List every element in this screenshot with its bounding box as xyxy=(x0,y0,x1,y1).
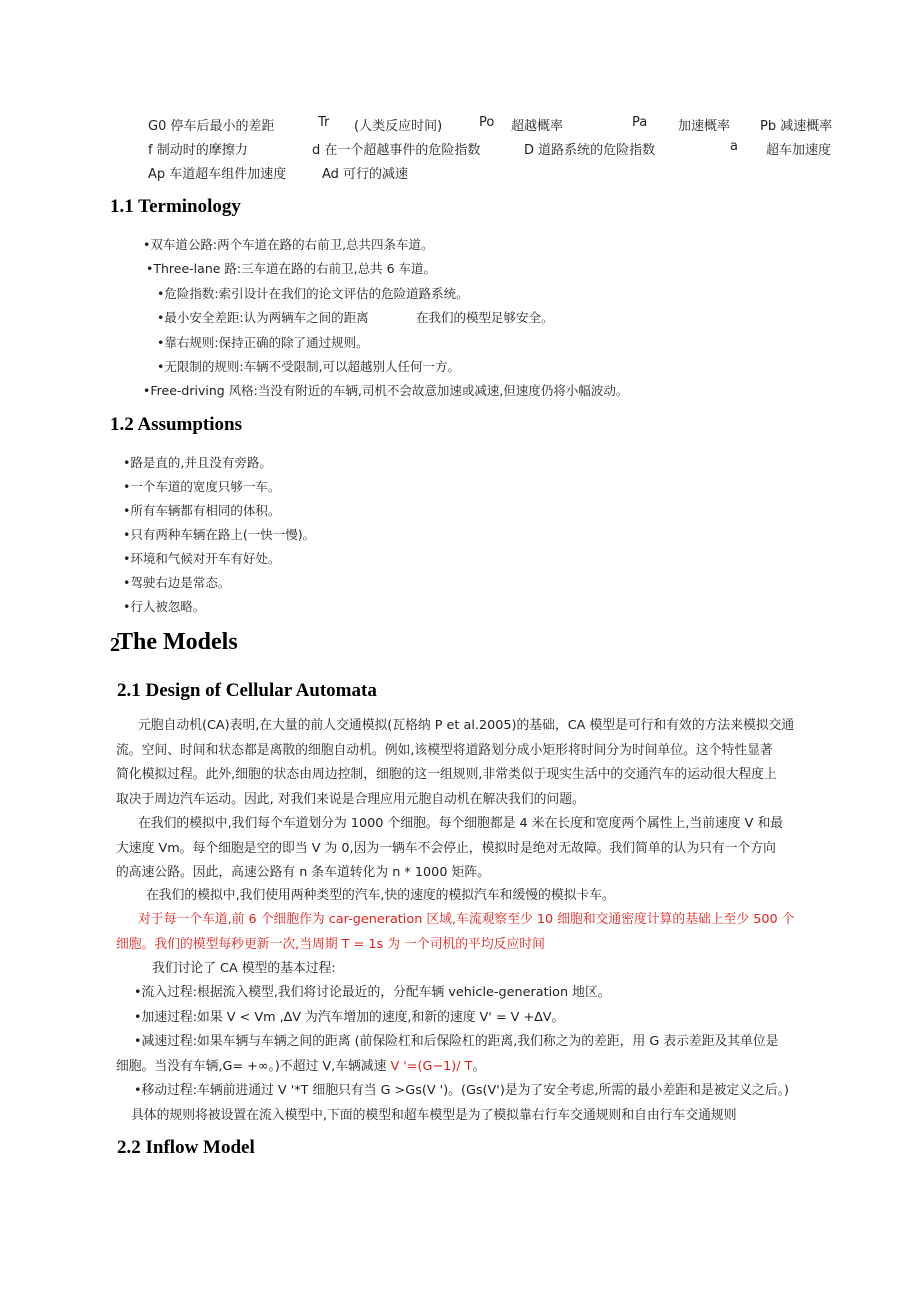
ca-paragraph-5 xyxy=(116,957,838,982)
terminology-item: •Three-lane 路:三车道在路的右前卫,总共 6 车道。 xyxy=(146,261,436,276)
text-segment: 细胞。当没有车辆,G= +∞。)不超过 V,车辆减速 xyxy=(116,1058,391,1074)
ca-paragraph-6: 具体的规则将被设置在流入模型中,下面的模型和超车模型是为了模拟靠右行车交通规则和自由行车交通规则 xyxy=(131,1108,737,1123)
symbol-tr: Tr xyxy=(318,115,330,130)
ca-paragraph-2 xyxy=(116,812,838,886)
terminology-item: •靠右规则:保持正确的除了通过规则。 xyxy=(157,335,369,350)
assumption-item: •驾驶右边是常态。 xyxy=(123,575,231,590)
movement-bullet: •移动过程:车辆前进通过 V '*T 细胞只有当 G >Gs(V ')。(Gs(V')是为了安全考虑,所需的最小差距和是被定义之后。) xyxy=(134,1083,790,1098)
text-line: 在我们的模拟中,我们每个车道划分为 1000 个细胞。每个细胞都是 4 米在长度和宽度两个属性上,当前速度 V 和最 xyxy=(138,816,784,831)
terminology-item-cont: 在我们的模型足够安全。 xyxy=(416,310,554,325)
assumption-item: •所有车辆都有相同的体积。 xyxy=(123,503,281,518)
assumption-item: •只有两种车辆在路上(一快一慢)。 xyxy=(123,527,316,542)
ca-paragraph-red xyxy=(116,908,838,957)
symbol-pb: Pb 减速概率 xyxy=(760,119,833,134)
inflow-process-bullet: •流入过程:根据流入模型,我们将讨论最近的，分配车辆 vehicle-generation 地区。 xyxy=(134,985,611,1000)
text-segment: 。 xyxy=(472,1058,486,1074)
symbol-ap: Ap 车道超车组件加速度 xyxy=(148,167,287,182)
symbol-tr-desc: (人类反应时间) xyxy=(354,119,443,134)
text-line: 取决于周边汽车运动。因此, 对我们来说是合理应用元胞自动机在解决我们的问题。 xyxy=(116,791,585,807)
terminology-item: •无限制的规则:车辆不受限制,可以超越别人任何一方。 xyxy=(157,359,461,374)
assumption-item: •一个车道的宽度只够一车。 xyxy=(123,479,281,494)
deceleration-bullet-cont xyxy=(116,1055,838,1080)
symbol-po-desc: 超越概率 xyxy=(511,119,564,134)
assumption-item: •环境和气候对开车有好处。 xyxy=(123,551,281,566)
text-line: 大速度 Vm。每个细胞是空的即当 V 为 0,因为一辆车不会停止，模拟时是绝对无故障。我们简单的认为只有一个方向 xyxy=(116,840,776,856)
acceleration-bullet: •加速过程:如果 V < Vm ,∆V 为汽车增加的速度,和新的速度 V' = V +∆V。 xyxy=(134,1009,565,1025)
text-line: 元胞自动机(CA)表明,在大量的前人交通模拟(瓦格纳 P et al.2005)的基础，CA 模型是可行和有效的方法来模拟交通 xyxy=(138,718,795,733)
symbol-po: Po xyxy=(479,115,495,130)
text-line-red: 对于每一个车道,前 6 个细胞作为 car-generation 区域,车流观察至少 10 细胞和交通密度计算的基础上至少 500 个 xyxy=(138,912,795,927)
assumption-item: •路是直的,并且没有旁路。 xyxy=(123,455,272,470)
text-line: 在我们的模拟中,我们使用两种类型的汽车,快的速度的模拟汽车和缓慢的模拟卡车。 xyxy=(146,888,615,903)
symbol-a: a xyxy=(730,139,738,154)
section-title: The Models xyxy=(117,629,238,655)
deceleration-bullet: •减速过程:如果车辆与车辆之间的距离 (前保险杠和后保险杠的距离,我们称之为的差距，用 G 表示差距及其单位是 xyxy=(134,1034,779,1049)
assumptions-heading: 1.2 Assumptions xyxy=(110,414,242,435)
symbol-ad: Ad 可行的减速 xyxy=(322,167,409,182)
inflow-heading: 2.2 Inflow Model xyxy=(117,1137,255,1158)
text-line: 我们讨论了 CA 模型的基本过程: xyxy=(152,961,336,976)
ca-paragraph-1 xyxy=(116,714,838,812)
terminology-item: •双车道公路:两个车道在路的右前卫,总共四条车道。 xyxy=(143,237,434,252)
deceleration-formula: V '=(G−1)/ T xyxy=(390,1058,473,1074)
symbol-pa-desc: 加速概率 xyxy=(678,119,731,134)
terminology-item: •危险指数:索引设计在我们的论文评估的危险道路系统。 xyxy=(157,286,469,301)
terminology-heading: 1.1 Terminology xyxy=(110,196,241,217)
text-line-red: 细胞。我们的模型每秒更新一次,当周期 T = 1s 为 一个司机的平均反应时间 xyxy=(116,936,545,952)
text-line: 的高速公路。因此，高速公路有 n 条车道转化为 n * 1000 矩阵。 xyxy=(116,865,490,880)
section-number: 2 xyxy=(110,634,120,656)
assumption-item: •行人被忽略。 xyxy=(123,599,206,614)
symbol-f: f 制动时的摩擦力 xyxy=(148,143,248,158)
symbol-big-d: D 道路系统的危险指数 xyxy=(524,143,656,158)
symbol-a-desc: 超车加速度 xyxy=(766,143,832,158)
symbol-pa: Pa xyxy=(632,115,648,130)
ca-bullets xyxy=(116,981,838,1104)
terminology-item: •最小安全差距:认为两辆车之间的距离 xyxy=(157,310,369,325)
ca-paragraph-3 xyxy=(116,884,838,909)
text-line: 流。空间、时间和状态都是离散的细胞自动机。例如,该模型将道路划分成小矩形将时间分为时间单位。这个特性显著 xyxy=(116,742,773,758)
symbol-d: d 在一个超越事件的危险指数 xyxy=(312,143,481,158)
text-line: 简化模拟过程。此外,细胞的状态由周边控制，细胞的这一组规则,非常类似于现实生活中的交通汽车的运动很大程度上 xyxy=(116,767,777,782)
ca-heading: 2.1 Design of Cellular Automata xyxy=(117,680,377,701)
symbol-g0: G0 停车后最小的差距 xyxy=(148,119,275,134)
terminology-item: •Free-driving 风格:当没有附近的车辆,司机不会故意加速或减速,但速度仍将小幅波动。 xyxy=(143,383,629,398)
